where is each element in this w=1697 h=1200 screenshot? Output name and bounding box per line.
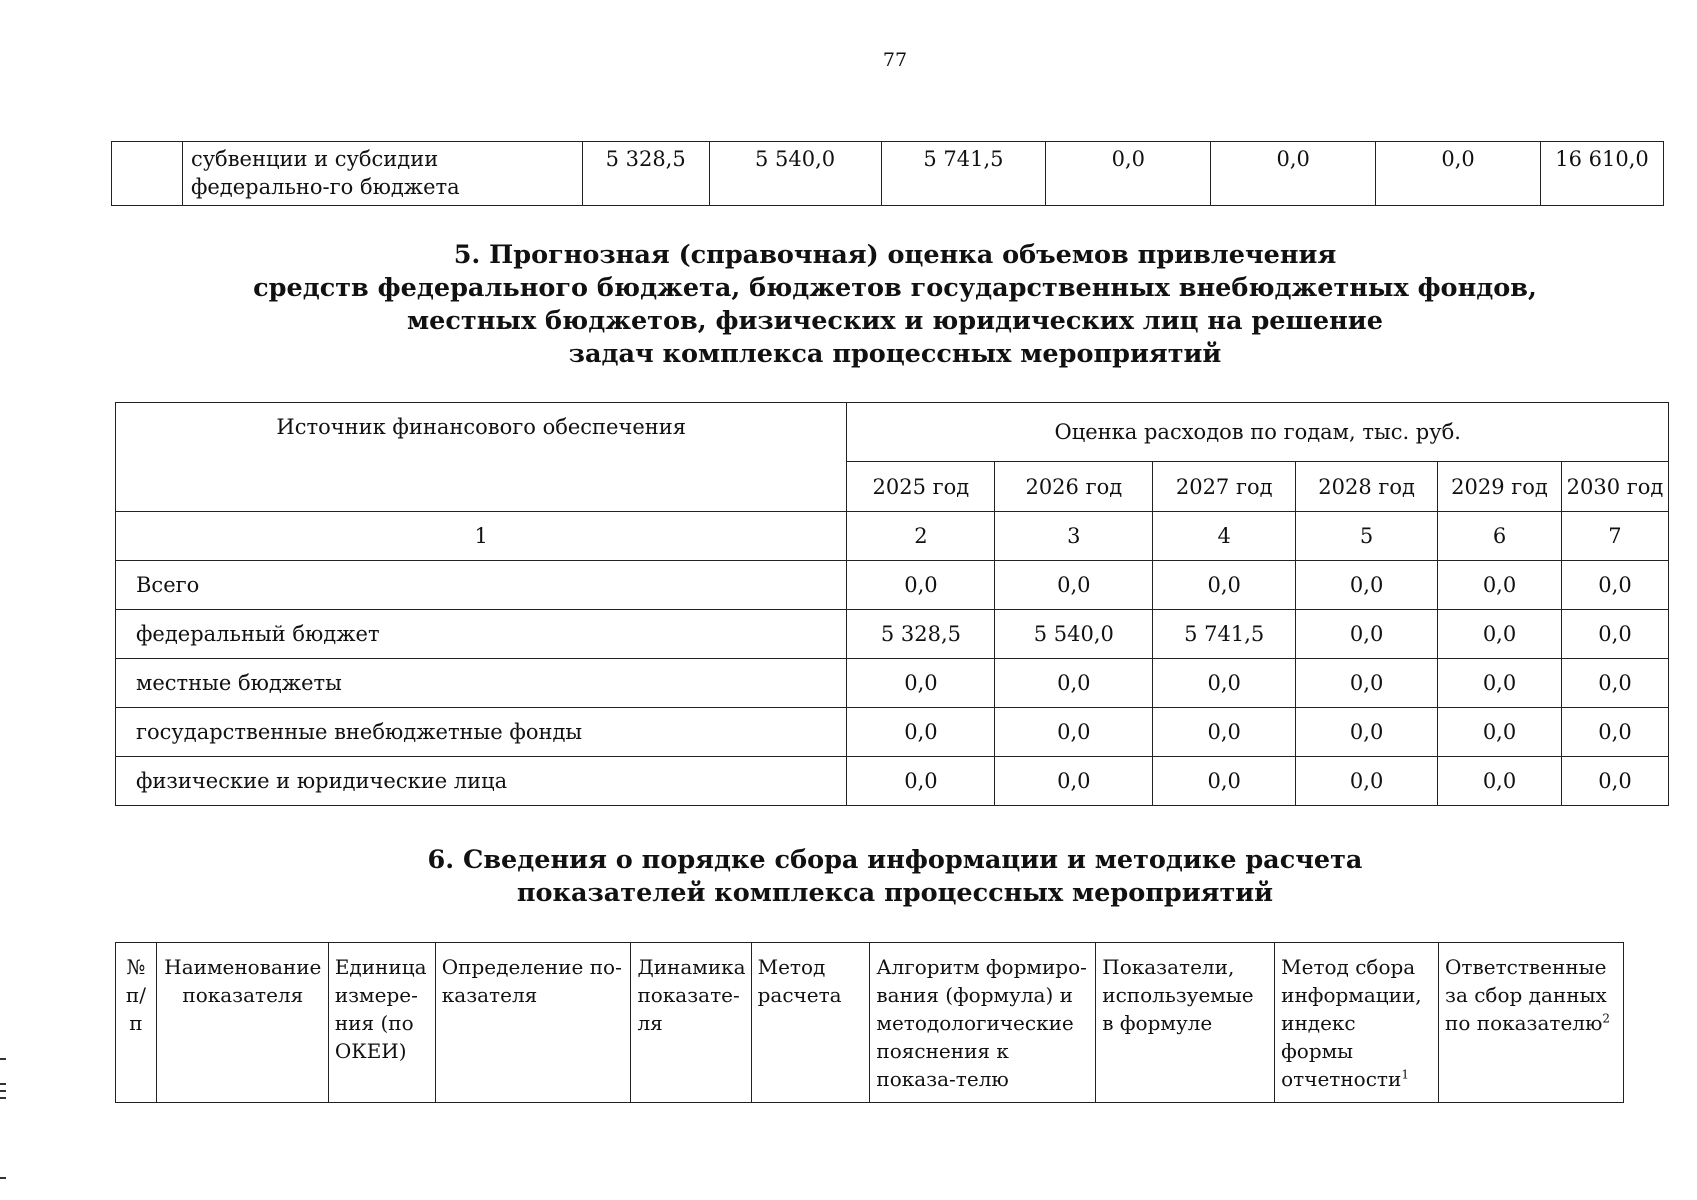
collection-method-header xyxy=(1275,943,1439,1103)
value-cell: 0,0 xyxy=(995,659,1153,708)
value-cell: 0,0 xyxy=(995,757,1153,806)
value-cell: 0,0 xyxy=(1376,142,1541,206)
number-column-header: № п/ п xyxy=(116,943,157,1103)
column-number: 3 xyxy=(995,512,1153,561)
value-cell: 0,0 xyxy=(1296,561,1438,610)
value-cell: 0,0 xyxy=(1561,561,1668,610)
section-5-title xyxy=(0,239,1697,371)
margin-mark xyxy=(0,1058,6,1060)
source-cell: Всего xyxy=(116,561,847,610)
value-cell: 0,0 xyxy=(1561,757,1668,806)
column-number: 7 xyxy=(1561,512,1668,561)
table-row xyxy=(116,659,1669,708)
dynamics-header: Динамика показате-ля xyxy=(631,943,751,1103)
value-cell: 0,0 xyxy=(847,708,995,757)
formula-indicators-header: Показатели, используемые в формуле xyxy=(1096,943,1275,1103)
source-column-header: Источник финансового обеспечения xyxy=(116,403,847,512)
header-row xyxy=(116,943,1624,1103)
row-number-cell xyxy=(112,142,183,206)
table-row xyxy=(112,142,1664,206)
title-line: местных бюджетов, физических и юридических лиц на решение xyxy=(407,306,1383,336)
value-cell: 0,0 xyxy=(1153,708,1296,757)
value-cell: 5 741,5 xyxy=(1153,610,1296,659)
funding-estimate-table xyxy=(115,402,1669,806)
indicator-name-header: Наименование показателя xyxy=(156,943,328,1103)
calc-method-header: Метод расчета xyxy=(751,943,870,1103)
value-cell: 0,0 xyxy=(1296,708,1438,757)
title-line: 6. Сведения о порядке сбора информации и методике расчета xyxy=(427,845,1363,875)
continuation-table xyxy=(111,141,1664,206)
estimate-column-header: Оценка расходов по годам, тыс. руб. xyxy=(847,403,1669,462)
value-cell: 5 540,0 xyxy=(995,610,1153,659)
value-cell: 0,0 xyxy=(1561,708,1668,757)
value-cell: 0,0 xyxy=(847,659,995,708)
value-cell: 0,0 xyxy=(1296,757,1438,806)
title-line: задач комплекса процессных мероприятий xyxy=(568,339,1222,369)
value-cell: 0,0 xyxy=(1046,142,1211,206)
value-cell: 0,0 xyxy=(847,561,995,610)
value-cell: 0,0 xyxy=(1561,610,1668,659)
column-number: 4 xyxy=(1153,512,1296,561)
value-cell: 0,0 xyxy=(995,708,1153,757)
algorithm-header: Алгоритм формиро-вания (формула) и методологические пояснения к показа-телю xyxy=(870,943,1096,1103)
value-cell: 0,0 xyxy=(1438,757,1562,806)
value-cell: 0,0 xyxy=(1211,142,1376,206)
column-number: 6 xyxy=(1438,512,1562,561)
header-row xyxy=(116,403,1669,462)
value-cell: 0,0 xyxy=(1153,561,1296,610)
value-cell: 0,0 xyxy=(847,757,995,806)
year-header: 2027 год xyxy=(1153,462,1296,512)
row-label: субвенции и субсидии федерально-го бюджета xyxy=(182,142,582,206)
value-cell: 5 328,5 xyxy=(582,142,709,206)
year-header: 2028 год xyxy=(1296,462,1438,512)
table-row xyxy=(116,610,1669,659)
value-cell: 0,0 xyxy=(1438,659,1562,708)
value-cell: 0,0 xyxy=(1438,561,1562,610)
column-number: 5 xyxy=(1296,512,1438,561)
value-cell: 0,0 xyxy=(1561,659,1668,708)
column-numbers-row xyxy=(116,512,1669,561)
source-cell: местные бюджеты xyxy=(116,659,847,708)
table-row xyxy=(116,757,1669,806)
table-row xyxy=(116,708,1669,757)
year-header: 2025 год xyxy=(847,462,995,512)
source-cell: государственные внебюджетные фонды xyxy=(116,708,847,757)
source-cell: физические и юридические лица xyxy=(116,757,847,806)
margin-mark xyxy=(0,1083,6,1085)
value-cell: 16 610,0 xyxy=(1541,142,1664,206)
title-line: 5. Прогнозная (справочная) оценка объемов привлечения xyxy=(453,240,1337,270)
year-header: 2026 год xyxy=(995,462,1153,512)
methodology-table xyxy=(115,942,1624,1103)
footnote-mark: 2 xyxy=(1602,1011,1611,1026)
column-number: 2 xyxy=(847,512,995,561)
value-cell: 0,0 xyxy=(1153,659,1296,708)
responsible-header xyxy=(1439,943,1624,1103)
margin-mark xyxy=(0,1177,6,1179)
footnote-mark: 1 xyxy=(1401,1067,1409,1082)
responsible-text: Ответственные за сбор данных по показателю xyxy=(1445,955,1607,1035)
definition-header: Определение по-казателя xyxy=(435,943,631,1103)
value-cell: 0,0 xyxy=(1153,757,1296,806)
page-number: 77 xyxy=(882,49,908,71)
value-cell: 0,0 xyxy=(1438,610,1562,659)
table-row xyxy=(116,561,1669,610)
section-6-title xyxy=(0,844,1697,910)
value-cell: 0,0 xyxy=(1296,659,1438,708)
value-cell: 0,0 xyxy=(995,561,1153,610)
margin-mark xyxy=(0,1097,6,1099)
value-cell: 5 741,5 xyxy=(881,142,1046,206)
title-line: показателей комплекса процессных мероприятий xyxy=(516,878,1274,908)
column-number: 1 xyxy=(116,512,847,561)
unit-header: Единица измере-ния (по ОКЕИ) xyxy=(328,943,435,1103)
source-cell: федеральный бюджет xyxy=(116,610,847,659)
margin-mark xyxy=(0,1090,6,1092)
title-line: средств федерального бюджета, бюджетов государственных внебюджетных фондов, xyxy=(253,273,1537,303)
collection-method-text: Метод сбора информации, индекс формы отчетности xyxy=(1281,955,1422,1091)
value-cell: 0,0 xyxy=(1438,708,1562,757)
year-header: 2029 год xyxy=(1438,462,1562,512)
value-cell: 0,0 xyxy=(1296,610,1438,659)
value-cell: 5 328,5 xyxy=(847,610,995,659)
value-cell: 5 540,0 xyxy=(709,142,881,206)
year-header: 2030 год xyxy=(1561,462,1668,512)
